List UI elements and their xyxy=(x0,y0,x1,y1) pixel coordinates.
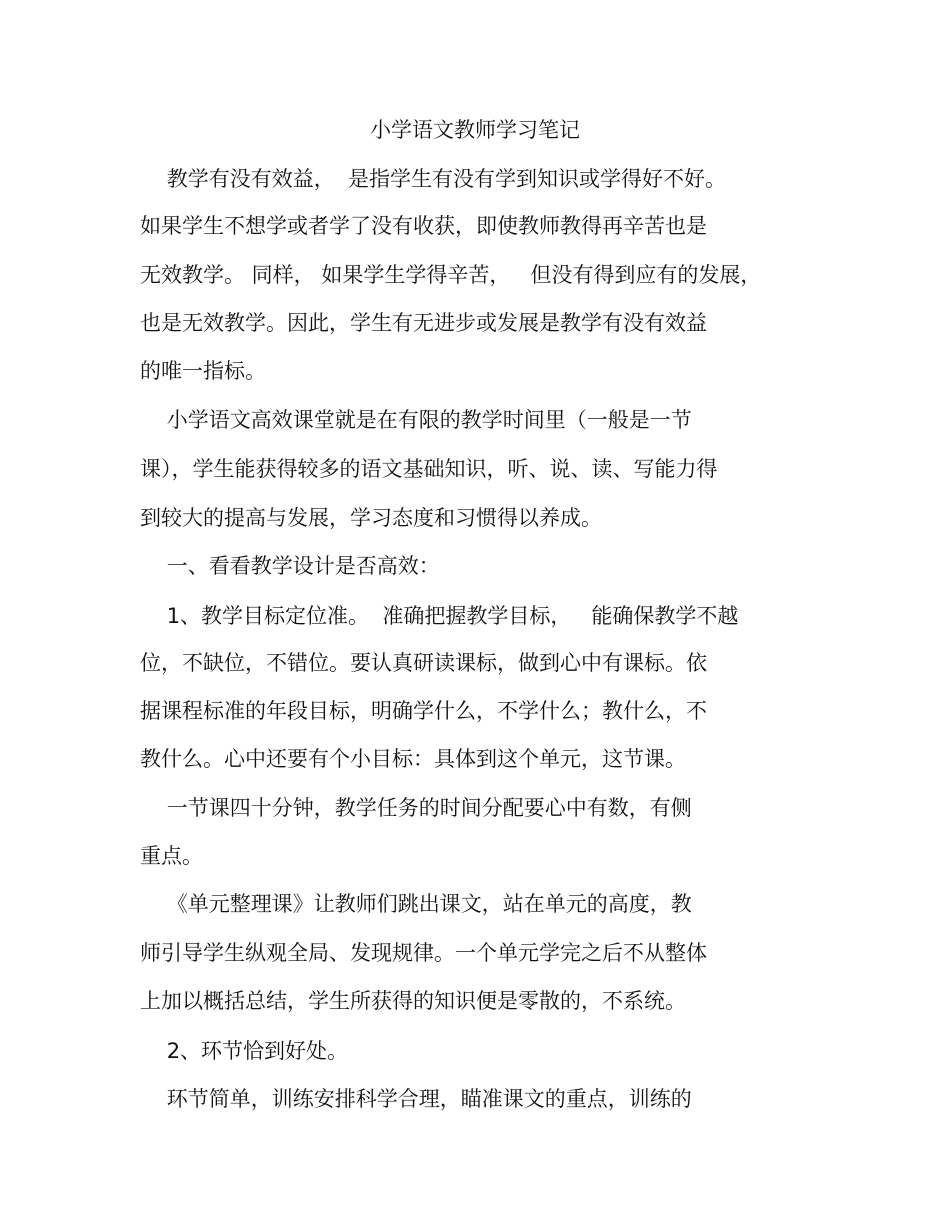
paragraph-line: 据课程标准的年段目标，明确学什么，不学什么；教什么，不 xyxy=(140,699,707,723)
paragraph-line: 教学有没有效益， 是指学生有没有学到知识或学得好不好。 xyxy=(140,167,727,191)
paragraph-line: 如果学生不想学或者学了没有收获，即使教师教得再辛苦也是 xyxy=(140,214,707,238)
paragraph-line: 的唯一指标。 xyxy=(140,359,266,383)
paragraph-line: 无效教学。 同样， 如果学生学得辛苦， 但没有得到应有的发展， xyxy=(140,263,762,287)
paragraph-line: 到较大的提高与发展，学习态度和习惯得以养成。 xyxy=(140,506,602,530)
paragraph-line: 环节简单，训练安排科学合理，瞄准课文的重点，训练的 xyxy=(140,1087,692,1111)
paragraph-line: 课），学生能获得较多的语文基础知识，听、说、读、写能力得 xyxy=(140,457,718,481)
section-heading: 2、环节恰到好处。 xyxy=(140,1039,349,1063)
paragraph-line: 师引导学生纵观全局、发现规律。一个单元学完之后不从整体 xyxy=(140,941,707,965)
document-title: 小学语文教师学习笔记 xyxy=(370,118,580,142)
paragraph-line: 教什么。心中还要有个小目标：具体到这个单元，这节课。 xyxy=(140,747,686,771)
paragraph-line: 上加以概括总结，学生所获得的知识便是零散的，不系统。 xyxy=(140,989,686,1013)
paragraph-line: 《单元整理课》让教师们跳出课文，站在单元的高度，教 xyxy=(140,892,692,916)
paragraph-line: 1、教学目标定位准。 准确把握教学目标， 能确保教学不越 xyxy=(140,604,739,628)
paragraph-line: 重点。 xyxy=(140,844,203,868)
paragraph-line: 也是无效教学。因此，学生有无进步或发展是教学有没有效益 xyxy=(140,311,707,335)
paragraph-line: 小学语文高效课堂就是在有限的教学时间里（一般是一节 xyxy=(140,408,692,432)
section-heading: 一、看看教学设计是否高效： xyxy=(140,554,440,578)
paragraph-line: 位，不缺位，不错位。要认真研读课标，做到心中有课标。依 xyxy=(140,651,707,675)
paragraph-line: 一节课四十分钟，教学任务的时间分配要心中有数，有侧 xyxy=(140,796,692,820)
